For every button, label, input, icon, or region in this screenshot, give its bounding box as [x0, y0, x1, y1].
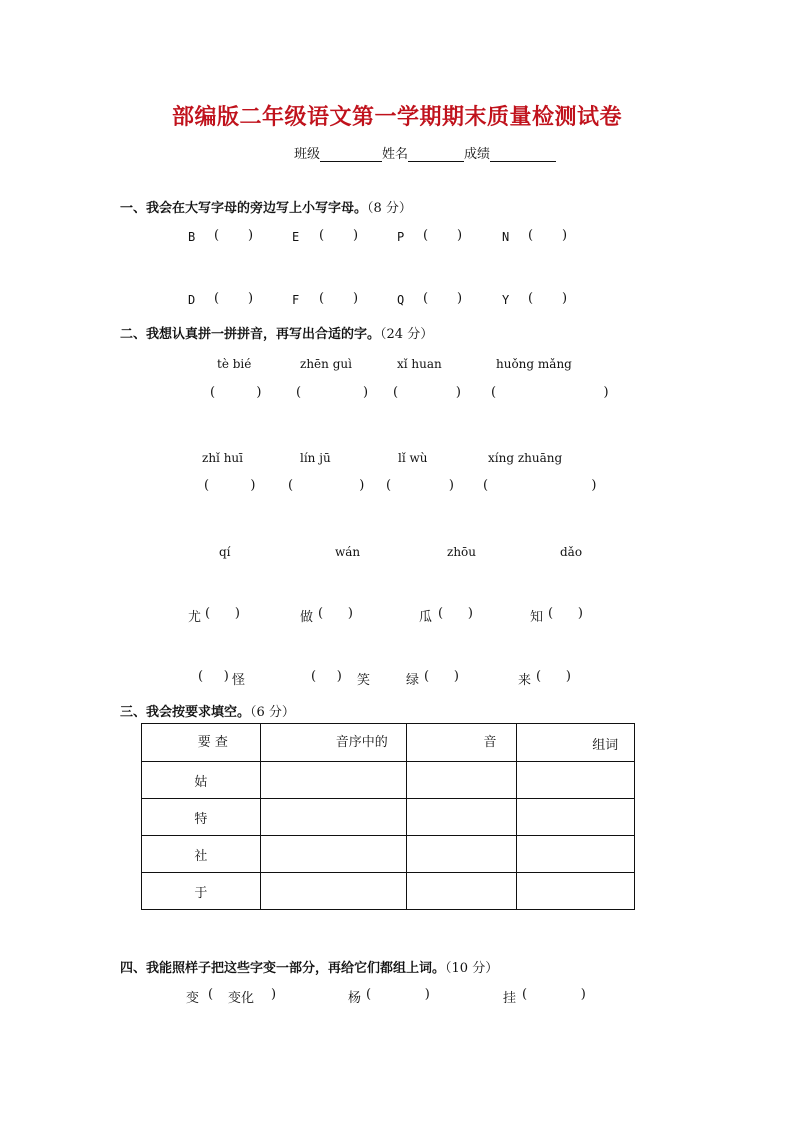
- name-blank[interactable]: [408, 147, 464, 162]
- answer-blank[interactable]: ( ): [423, 228, 463, 243]
- answer-blank[interactable]: ( ): [366, 987, 430, 1002]
- answer-blank[interactable]: ( ): [491, 385, 609, 400]
- uppercase-letter: B: [188, 230, 196, 244]
- answer-blank[interactable]: ( ): [424, 669, 459, 684]
- answer-blank[interactable]: ( ): [522, 987, 586, 1002]
- table-row: [142, 762, 635, 799]
- uppercase-letter: D: [188, 293, 196, 307]
- answer-blank[interactable]: ( ): [423, 291, 463, 306]
- table-cell-blank[interactable]: [407, 799, 517, 836]
- answer-blank[interactable]: ( ): [214, 228, 254, 243]
- answer-blank[interactable]: ( ): [536, 669, 571, 684]
- pinyin-word: dǎo: [560, 545, 583, 559]
- answer-blank[interactable]: ( ): [318, 606, 353, 621]
- uppercase-letter: P: [397, 230, 405, 244]
- example-paren-close: ): [271, 987, 277, 1002]
- table-cell-blank[interactable]: [260, 799, 407, 836]
- pinyin-word: xǐ huan: [397, 357, 442, 371]
- answer-blank[interactable]: ( ): [528, 291, 568, 306]
- pinyin-word: zhǐ huī: [202, 451, 243, 465]
- answer-blank[interactable]: ( ): [198, 669, 229, 684]
- score-label: 成绩: [464, 147, 491, 162]
- character: 怪: [232, 673, 246, 688]
- pinyin-word: tè bié: [217, 357, 252, 371]
- table-cell-char: 于: [142, 873, 261, 910]
- character: 尤: [188, 610, 202, 625]
- pinyin-word: qí: [219, 545, 231, 559]
- answer-blank[interactable]: ( ): [438, 606, 473, 621]
- table-cell-char: 特: [142, 799, 261, 836]
- table-row: [142, 873, 635, 910]
- answer-blank[interactable]: ( ): [386, 478, 454, 493]
- page-title: 部编版二年级语文第一学期期末质量检测试卷: [171, 104, 622, 130]
- section-3-heading: 三、我会按要求填空。（6 分）: [120, 705, 295, 720]
- table-header: 音序中的: [260, 724, 407, 762]
- table-header: 组词: [517, 724, 635, 762]
- pinyin-word: lín jū: [300, 451, 331, 465]
- table-header: 要 查: [142, 724, 261, 762]
- pinyin-word: zhēn guì: [300, 357, 352, 371]
- answer-blank[interactable]: ( ): [548, 606, 583, 621]
- table-cell-blank[interactable]: [407, 836, 517, 873]
- answer-blank[interactable]: ( ): [393, 385, 461, 400]
- pinyin-word: lǐ wù: [398, 451, 428, 465]
- example-paren-open: (: [208, 987, 214, 1002]
- table-cell-blank[interactable]: [407, 762, 517, 799]
- pinyin-word: huǒng mǎng: [496, 357, 572, 371]
- example-word: 变化: [228, 991, 255, 1006]
- character: 瓜: [419, 610, 433, 625]
- table-cell-blank[interactable]: [260, 762, 407, 799]
- answer-blank[interactable]: ( ): [210, 385, 262, 400]
- table-cell-blank[interactable]: [517, 799, 635, 836]
- answer-blank[interactable]: ( ): [528, 228, 568, 243]
- uppercase-letter: Y: [502, 293, 510, 307]
- answer-blank[interactable]: ( ): [483, 478, 597, 493]
- table-cell-blank[interactable]: [517, 873, 635, 910]
- table-header: 音: [407, 724, 517, 762]
- lookup-table: [141, 723, 635, 910]
- table-cell-blank[interactable]: [407, 873, 517, 910]
- table-row: [142, 836, 635, 873]
- pinyin-word: xíng zhuāng: [488, 451, 563, 465]
- pinyin-word: zhōu: [447, 545, 477, 559]
- table-cell-blank[interactable]: [517, 762, 635, 799]
- class-label: 班级: [294, 147, 321, 162]
- character: 来: [518, 673, 532, 688]
- class-blank[interactable]: [320, 147, 382, 162]
- answer-blank[interactable]: ( ): [214, 291, 254, 306]
- example-character: 变: [186, 991, 200, 1006]
- pinyin-word: wán: [335, 545, 361, 559]
- answer-blank[interactable]: ( ): [311, 669, 342, 684]
- table-cell-blank[interactable]: [260, 873, 407, 910]
- score-blank[interactable]: [490, 147, 556, 162]
- character: 绿: [406, 673, 420, 688]
- uppercase-letter: F: [292, 293, 300, 307]
- character: 笑: [357, 673, 371, 688]
- table-cell-char: 社: [142, 836, 261, 873]
- character: 做: [300, 610, 314, 625]
- table-cell-blank[interactable]: [517, 836, 635, 873]
- table-row: [142, 799, 635, 836]
- name-label: 姓名: [382, 147, 409, 162]
- character: 杨: [348, 991, 362, 1006]
- answer-blank[interactable]: ( ): [204, 478, 256, 493]
- answer-blank[interactable]: ( ): [319, 228, 359, 243]
- uppercase-letter: E: [292, 230, 300, 244]
- student-info-line: [294, 143, 556, 162]
- answer-blank[interactable]: ( ): [205, 606, 240, 621]
- character: 知: [530, 610, 544, 625]
- section-2-heading: 二、我想认真拼一拼拼音，再写出合适的字。（24 分）: [120, 327, 434, 342]
- section-4-heading: 四、我能照样子把这些字变一部分，再给它们都组上词。（10 分）: [120, 961, 499, 976]
- table-header-row: [142, 724, 635, 762]
- answer-blank[interactable]: ( ): [319, 291, 359, 306]
- answer-blank[interactable]: ( ): [296, 385, 369, 400]
- table-cell-blank[interactable]: [260, 836, 407, 873]
- uppercase-letter: Q: [397, 293, 405, 307]
- answer-blank[interactable]: ( ): [288, 478, 365, 493]
- section-1-heading: 一、我会在大写字母的旁边写上小写字母。（8 分）: [120, 201, 412, 216]
- uppercase-letter: N: [502, 230, 510, 244]
- character: 挂: [503, 991, 517, 1006]
- table-cell-char: 姑: [142, 762, 261, 799]
